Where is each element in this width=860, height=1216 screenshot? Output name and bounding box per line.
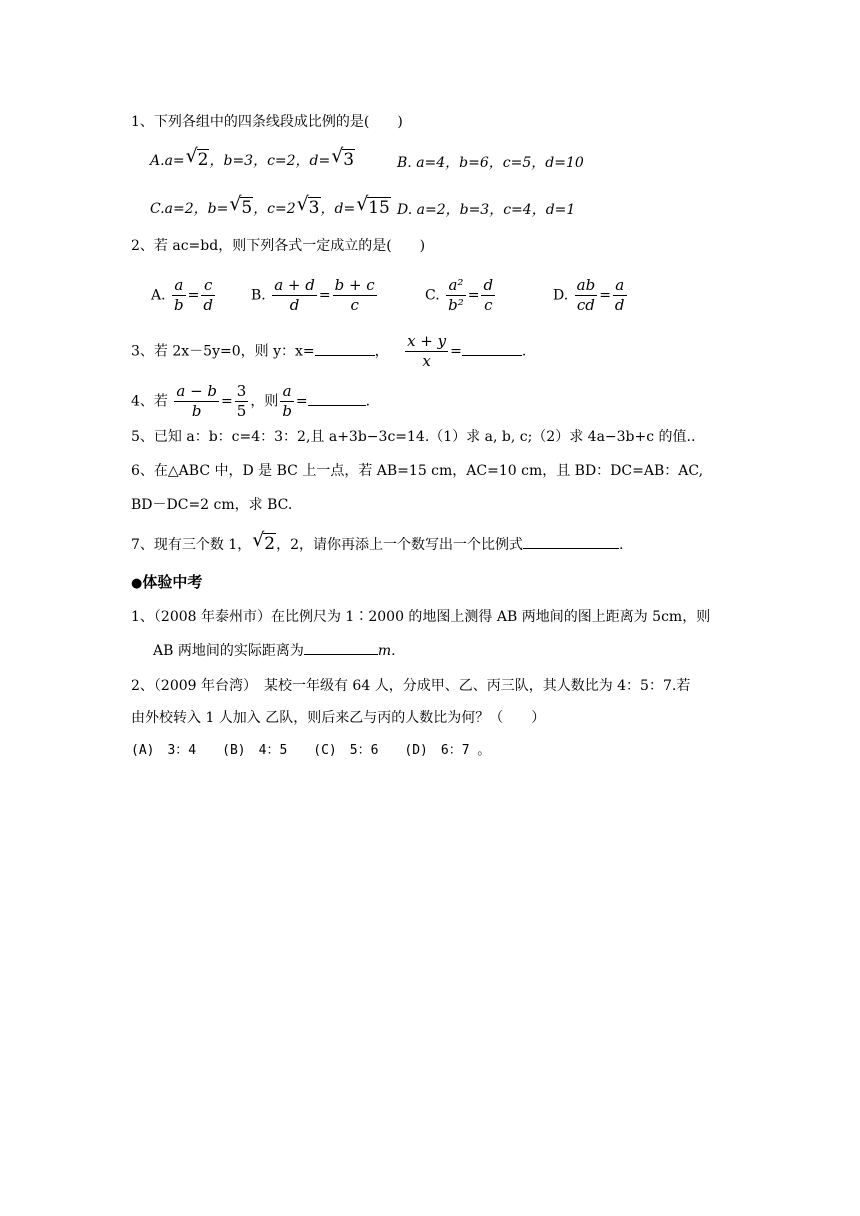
q1-c-p2: ，c=2 — [253, 201, 296, 217]
q4-d3: b — [282, 402, 292, 420]
q4-n2: 3 — [236, 382, 247, 400]
exam-q1-line-1: 1、（2008 年泰州市）在比例尺为 1∶2000 的地图上测得 AB 两地间的图上距离为 5cm，则 — [131, 609, 711, 625]
q7-post: ，2，请你再添上一个数写出一个比例式 — [276, 537, 523, 553]
q2-option-d[interactable] — [553, 276, 629, 315]
q2-d-n1: ab — [576, 276, 596, 294]
q2-a-label: A. — [151, 287, 166, 304]
q7-pre: 7、现有三个数 1， — [131, 537, 252, 553]
q1-c-r1: 5 — [241, 198, 253, 218]
exam-q1-answer-blank[interactable] — [304, 654, 378, 655]
q3-answer-blank-2[interactable] — [462, 355, 522, 356]
q4-d1: b — [191, 402, 202, 420]
fraction — [481, 276, 495, 315]
q1-c-r2: 3 — [308, 198, 320, 218]
fraction — [613, 276, 627, 315]
sqrt-icon: √ 3 — [296, 193, 320, 218]
q1-c-p1: a=2，b= — [164, 201, 229, 217]
q1-stem: 1、下列各组中的四条线段成比例的是( ) — [131, 114, 403, 130]
fraction — [405, 332, 448, 371]
q2-a-n1: a — [172, 276, 186, 296]
q2-d-d2: d — [614, 296, 625, 314]
sqrt-icon: √ 15 — [356, 193, 390, 218]
q1-a-label: A. — [150, 153, 165, 169]
fraction — [174, 382, 219, 421]
q2-b-n2: b + c — [334, 276, 375, 294]
q2-b-d1: d — [289, 296, 300, 314]
q4-n3: a — [280, 382, 294, 402]
q4-eq2: = — [295, 393, 308, 410]
q1-option-a[interactable] — [150, 145, 355, 171]
q1-option-d[interactable]: D. a=2，b=3，c=4，d=1 — [397, 202, 576, 218]
q7-end: . — [619, 537, 624, 553]
exam-q2-line-2: 由外校转入 1 人加入 乙队，则后来乙与丙的人数比为何？（ ） — [131, 710, 546, 726]
q7-answer-blank[interactable] — [523, 548, 619, 549]
fraction — [333, 276, 377, 315]
q3 — [131, 332, 526, 371]
q2-b-label: B. — [251, 287, 266, 304]
exam-q1-line-2 — [153, 641, 396, 661]
section-heading — [131, 572, 202, 594]
exam-q2-line-1: 2、（2009 年台湾） 某校一年级有 64 人，分成甲、乙、丙三队，其人数比为 4：5：7.若 — [131, 678, 691, 694]
q4-n1: a − b — [176, 382, 218, 400]
q1-a-p2: ，b=3，c=2，d= — [209, 153, 331, 169]
q3-num: x + y — [407, 332, 447, 350]
q6-line-1: 6、在△ABC 中，D 是 BC 上一点，若 AB=15 cm，AC=10 cm，且 BD：DC=AB：AC, — [131, 463, 704, 479]
q7-r: 2 — [264, 534, 276, 554]
q1-a-p1: a — [164, 153, 173, 169]
q2-c-n1: a² — [446, 276, 466, 296]
q1-option-b[interactable]: B. a=4，b=6，c=5，d=10 — [397, 155, 584, 171]
q2-stem: 2、若 ac=bd，则下列各式一定成立的是( ) — [131, 238, 426, 254]
exam-q2-options[interactable]: (A) 3：4 (B) 4：5 (C) 5：6 (D) 6：7 。 — [131, 743, 491, 758]
q3-comma: ， — [374, 343, 389, 360]
sqrt-icon: √ 2 — [252, 529, 276, 554]
q4-answer-blank[interactable] — [308, 405, 366, 406]
q2-b-d2: c — [350, 296, 359, 314]
q2-a-d2: d — [203, 296, 213, 314]
q2-option-c[interactable] — [425, 276, 497, 315]
sqrt-icon: √ 2 — [185, 145, 209, 170]
sqrt-icon: √ 3 — [331, 145, 355, 170]
fraction — [575, 276, 598, 315]
q2-a-d1: b — [174, 296, 184, 314]
section-title: 体验中考 — [142, 573, 203, 591]
q3-part1: 3、若 2x－5y=0，则 y：x= — [131, 343, 315, 360]
q3-answer-blank-1[interactable] — [315, 355, 375, 356]
fraction — [280, 382, 294, 421]
q1-c-label: C. — [150, 201, 165, 217]
q1-a-e1: = — [172, 153, 185, 169]
fraction — [235, 382, 249, 421]
q4-end: . — [365, 393, 371, 410]
fraction — [172, 276, 186, 315]
q4-eq1: = — [221, 393, 233, 410]
q4-d2: 5 — [236, 402, 247, 420]
q4-mid: ，则 — [250, 393, 279, 410]
q5: 5、已知 a：b：c=4：3：2,且 a+3b−3c=14.（1）求 a, b, c;（2）求 4a−3b+c 的值.. — [131, 429, 696, 445]
q3-den: x — [422, 352, 431, 370]
q2-c-d1: b² — [448, 296, 464, 314]
q2-a-eq: = — [187, 287, 200, 304]
q2-c-d2: c — [484, 296, 493, 314]
fraction — [446, 276, 466, 315]
q2-b-eq: = — [318, 287, 331, 304]
q2-d-d1: cd — [576, 296, 595, 314]
q2-b-n1: a + d — [274, 276, 315, 294]
exam-q1-l2b: m. — [377, 643, 396, 659]
q1-c-r3: 15 — [368, 198, 390, 218]
q2-option-b[interactable] — [251, 276, 379, 315]
q2-option-a[interactable] — [151, 276, 217, 315]
q1-option-c[interactable] — [150, 193, 391, 219]
exam-q1-l2a: AB 两地间的实际距离为 — [153, 643, 304, 659]
q3-eq: = — [450, 343, 462, 360]
q3-end: . — [521, 343, 527, 360]
q7 — [131, 529, 624, 555]
q4 — [131, 382, 370, 421]
q1-c-p3: ，d= — [320, 201, 356, 217]
q2-c-label: C. — [425, 287, 440, 304]
q2-d-n2: a — [613, 276, 627, 296]
q2-d-label: D. — [553, 287, 569, 304]
q2-d-eq: = — [599, 287, 611, 304]
fraction — [272, 276, 317, 315]
q2-c-eq: = — [467, 287, 480, 304]
q6-line-2: BD－DC=2 cm，求 BC. — [131, 497, 293, 513]
q1-a-r1: 2 — [197, 150, 209, 170]
q1-a-r2: 3 — [343, 150, 355, 170]
bullet-icon: ● — [131, 576, 143, 591]
sqrt-icon: √ 5 — [229, 193, 253, 218]
q4-pre: 4、若 — [131, 393, 168, 410]
fraction — [201, 276, 215, 315]
q2-c-n2: d — [483, 276, 494, 294]
q2-a-n2: c — [201, 276, 215, 296]
